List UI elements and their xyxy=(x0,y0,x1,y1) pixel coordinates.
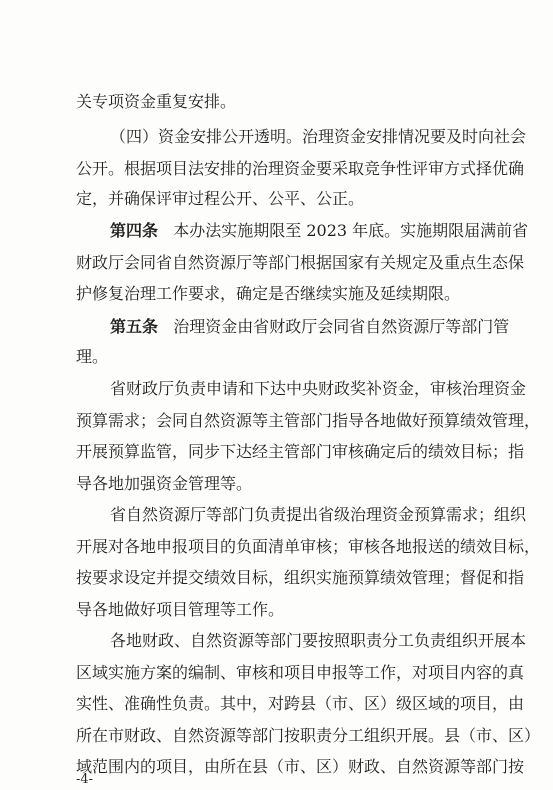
text-line-9: 理。 xyxy=(76,347,109,366)
text-line-15: 开展对各地申报项目的负面清单审核；审核各地报送的绩效目标， xyxy=(76,537,541,556)
text-line-18: 各地财政、自然资源等部门要按照职责分工负责组织开展本 xyxy=(110,631,527,650)
article-4-paragraph xyxy=(110,221,528,241)
text-line-1: 关专项资金重复安排。 xyxy=(76,92,237,111)
text-line-10: 省财政厅负责申请和下达中央财政奖补资金，审核治理资金 xyxy=(110,379,527,398)
article-4-label: 第四条 xyxy=(110,221,159,240)
article-5-label: 第五条 xyxy=(110,317,159,336)
text-line-11: 预算需求；会同自然资源等主管部门指导各地做好预算绩效管理， xyxy=(76,411,541,430)
text-line-20: 实性、准确性负责。其中，对跨县（市、区）级区域的项目，由 xyxy=(76,694,525,713)
text-line-12: 开展预算监管，同步下达经主管部门审核确定后的绩效目标；指 xyxy=(76,442,525,461)
text-line-5: 本办法实施期限至 2023 年底。实施期限届满前省 xyxy=(173,221,529,240)
text-line-7: 护修复治理工作要求，确定是否继续实施及延续期限。 xyxy=(76,284,461,303)
text-line-13: 导各地加强资金管理等。 xyxy=(76,474,253,493)
text-line-19: 区域实施方案的编制、审核和项目申报等工作，对项目内容的真 xyxy=(76,663,525,682)
text-line-17: 导各地做好项目管理等工作。 xyxy=(76,600,285,619)
text-line-8: 治理资金由省财政厅会同省自然资源厅等部门管 xyxy=(173,317,510,336)
text-line-3: 公开。根据项目法安排的治理资金要采取竞争性评审方式择优确 xyxy=(76,159,525,178)
page-number: -4- xyxy=(76,772,94,787)
article-5-paragraph xyxy=(110,317,509,337)
text-line-6: 财政厅会同省自然资源厅等部门根据国家有关规定及重点生态保 xyxy=(76,253,525,272)
text-line-16: 按要求设定并提交绩效目标，组织实施预算绩效管理；督促和指 xyxy=(76,568,525,587)
text-line-22: 域范围内的项目，由所在县（市、区）财政、自然资源等部门按 xyxy=(76,757,525,776)
text-line-2: （四）资金安排公开透明。治理资金安排情况要及时向社会 xyxy=(110,127,527,146)
text-line-4: 定，并确保评审过程公开、公平、公正。 xyxy=(76,189,365,208)
text-line-14: 省自然资源厅等部门负责提出省级治理资金预算需求；组织 xyxy=(110,505,527,524)
text-line-21: 所在市财政、自然资源等部门按职责分工组织开展。县（市、区） xyxy=(76,726,541,745)
